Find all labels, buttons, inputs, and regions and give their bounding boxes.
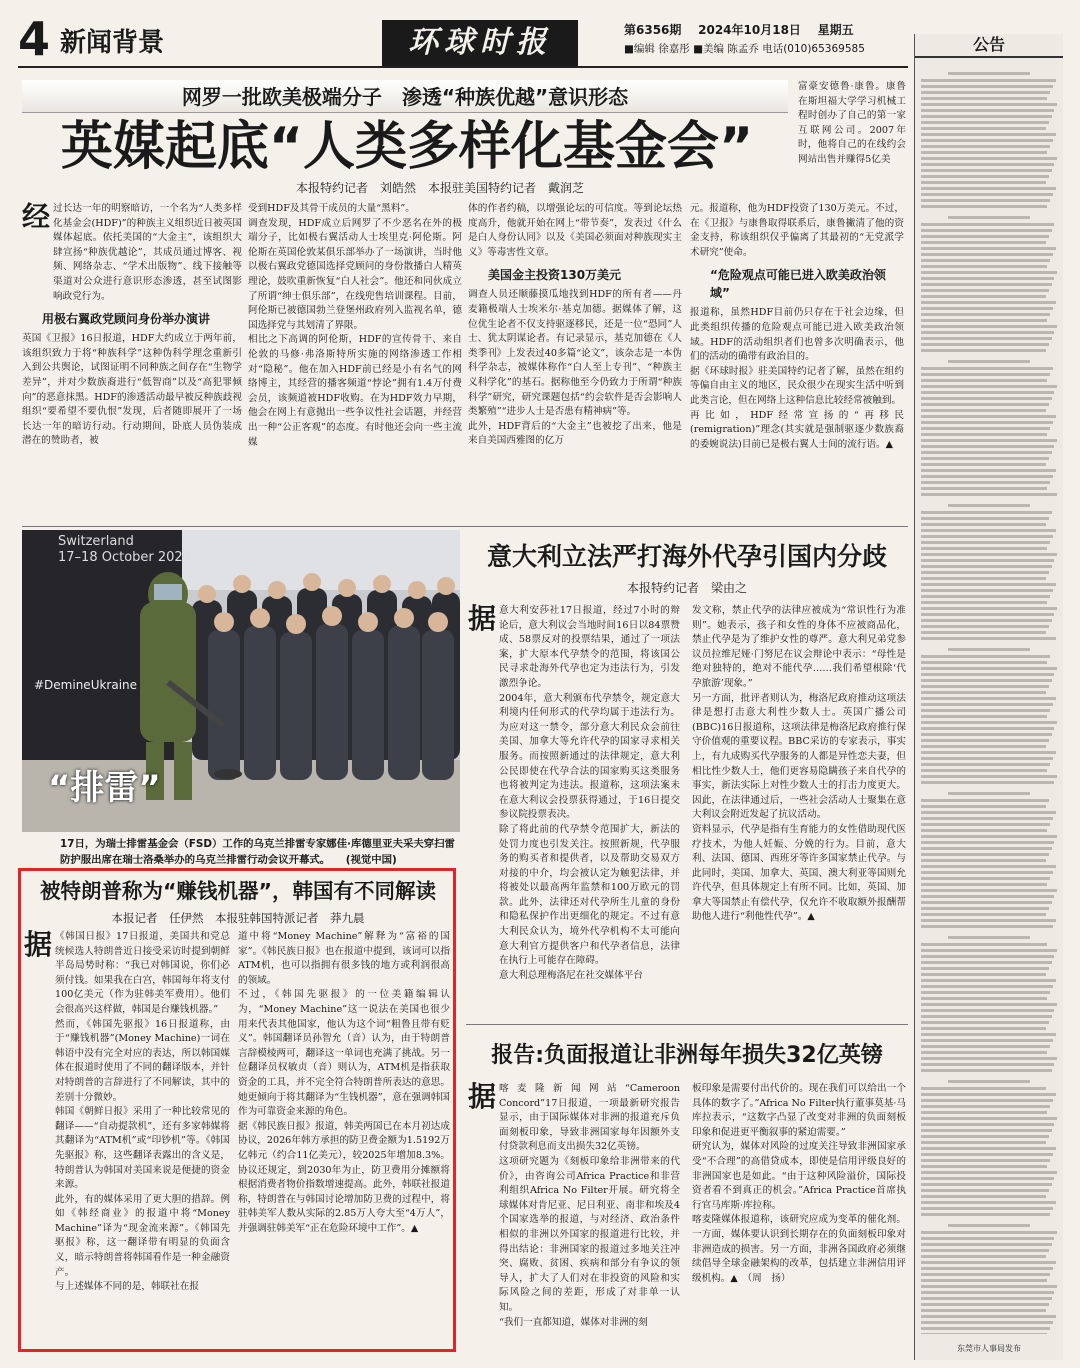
notice-text-line	[921, 373, 1050, 376]
notice-text-line	[921, 445, 1054, 448]
notice-text-line	[921, 1171, 1057, 1174]
notice-text-line	[921, 469, 1056, 472]
notice-text-line	[921, 877, 1050, 880]
notice-text-line	[921, 1051, 1047, 1054]
notice-text-line	[921, 403, 1049, 406]
notice-text-line	[921, 1111, 1047, 1114]
notice-text-line	[921, 1099, 1053, 1102]
notice-text-line	[921, 1105, 1050, 1108]
notice-text-line	[921, 1255, 1046, 1258]
article3-byline: 本报记者 任伊然 本报驻韩国特派记者 莽九晨	[111, 911, 365, 925]
notice-text-line	[921, 421, 1053, 424]
notice-text-line	[948, 72, 1030, 75]
article1-byline: 本报特约记者 刘皓然 本报驻美国特约记者 戴润芝	[295, 181, 584, 195]
notice-text-line	[921, 631, 1046, 634]
notice-text-line	[948, 792, 1030, 795]
article1-headline: 英媒起底“人类多样化基金会”	[60, 117, 754, 177]
header-rule	[18, 66, 908, 68]
notice-text-line	[921, 463, 1046, 466]
notice-text-line	[921, 97, 1047, 100]
notice-text-line	[921, 1177, 1054, 1180]
article1-subhead2: 美国金主投资130万美元	[488, 268, 622, 283]
notice-text-line	[921, 187, 1056, 190]
notice-text-line	[921, 781, 1054, 784]
photo-tag: “排雷”	[48, 768, 161, 808]
notice-text-line	[921, 535, 1053, 538]
article4-col1-body: 喀麦隆新闻网站“Cameroon Concord”17日报道，一项最新研究报告显示，由于国际媒体对非洲的报道充斥负面刻板印象，导致非洲国家每年因额外支付贷款利息而支出损失32亿英镑。 这项研究题为《刻板印象给非洲带来的代价》，由咨询公司Africa Practice和非营利组织Africa No Filter开展。研究将全球媒体对肯尼亚、尼日利亚、南非和埃及4个国家选举的报道，与对经济、政治条件相似的非洲以外国家的报道进行比较，并得出结论：非洲国家的报道过多地关注冲突、腐败、贫困、疾病和部分有争议的领导人，扩大了人们对在非投资的风险和实际风险之间的差距，形成了对非单一认知。 “我们一直都知道，媒体对非洲的刻	[499, 1083, 680, 1328]
article1-col1-intro: 过长达一年的明察暗访，一个名为“人类多样化基金会(HDF)”的种族主义组织近日被英国媒体起底。依托美国的“大金主”，该组织大肆宣扬“种族优越论”，其成员通过博客、视频、网络杂志、“学术出版物”、线下接触等渠道对公众进行意识形态渗透，甚至试图影响政党行为。	[53, 203, 242, 302]
notice-text-line	[921, 349, 1046, 352]
notice-text-line	[921, 775, 1057, 778]
notice-text-line	[921, 277, 1054, 280]
notice-text-line	[921, 829, 1047, 832]
photo-caption: 17日，为瑞士排雷基金会（FSD）工作的乌克兰排雷专家娜佳·库德里亚夫采夫穿扫雷防护服出席在瑞士洛桑举办的乌克兰排雷行动会议开幕式。 (视觉中国)	[60, 838, 455, 866]
notice-text-line	[921, 283, 1052, 286]
notice-text-line	[921, 1165, 1047, 1168]
notice-text-line	[921, 109, 1054, 112]
issue-number: 第6356期	[624, 23, 682, 37]
notice-text-line	[921, 1231, 1057, 1234]
notice-text-line	[921, 1309, 1046, 1312]
article1-kicker: 网罗一批欧美极端分子 渗透“种族优越”意识形态	[181, 85, 629, 109]
notice-text-line	[921, 943, 1047, 946]
notice-text-line	[921, 1009, 1054, 1012]
article1-col1-body: 英国《卫报》16日报道，HDF大约成立于两年前，该组织致力于将“种族科学”这种伪科学理念重新引入到公共舆论，试图证明不同种族之间存在“生物学差异”，并对少数族裔进行“低智商”以及“高犯罪倾向”的恶意抹黑。HDF的渗透活动最早被反种族歧视组织“要希望不要仇恨”发现，后者随即展开了一场长达一年的暗访行动。行动期间，卧底人员伪装成潜在的赞助者，被	[22, 333, 242, 447]
article4-col1	[468, 1082, 680, 1354]
notice-text-line	[921, 181, 1046, 184]
notice-text-line	[921, 805, 1046, 808]
article2-dropcap: 据	[468, 604, 497, 635]
notice-text-line	[948, 216, 1030, 219]
notice-text-line	[921, 529, 1056, 532]
notice-text-line	[921, 1159, 1050, 1162]
notice-text-line	[921, 715, 1047, 718]
notice-text-line	[921, 955, 1054, 958]
notice-text-line	[921, 589, 1053, 592]
notice-text-line	[921, 523, 1046, 526]
notice-text-line	[921, 739, 1049, 742]
notice-text-line	[921, 583, 1056, 586]
article1-right-intro: 富豪安德鲁·康鲁。康鲁在斯坦福大学学习机械工程时创办了自己的第一家互联网公司。2007年时，他将自己的在线约会网站出售并赚得5亿美	[798, 81, 906, 165]
notice-text-line	[921, 391, 1054, 394]
notice-text-line	[921, 751, 1056, 754]
notice-text-line	[921, 133, 1056, 136]
notice-text-line	[921, 607, 1057, 610]
notice-text-line	[921, 1093, 1056, 1096]
notice-text-line	[921, 661, 1047, 664]
notice-text-line	[921, 901, 1052, 904]
notice-text-line	[921, 493, 1057, 496]
notice-text-line	[921, 307, 1053, 310]
notice-text-line	[921, 1207, 1053, 1210]
article2-col1	[468, 604, 680, 1014]
section-title: 新闻背景	[60, 28, 165, 58]
article1-subhead3: “危险观点可能已进入欧美政治领域”	[710, 268, 886, 301]
notice-text-line	[921, 853, 1049, 856]
notice-text-line	[921, 1183, 1052, 1186]
notice-text-line	[948, 504, 1030, 507]
notice-text-line	[921, 991, 1050, 994]
notice-text-line	[921, 565, 1052, 568]
notice-text-line	[921, 325, 1057, 328]
notice-text-line	[921, 397, 1052, 400]
notice-text-line	[921, 1273, 1050, 1276]
article3-col1-body: 《韩国日报》17日报道，美国共和党总统候选人特朗普近日接受采访时提到朝鲜半岛局势时称：“我已对韩国说，你们必须付钱。如果我在白宫，韩国每年将支付100亿美元（作为驻韩美军费用）。他们会很高兴这样做，韩国是台赚钱机器。” 然而，《韩国先驱报》16日报道称，由于“赚钱机器”(Money Machine)一词在韩语中没有完全对应的表达，所以韩国媒体在报道时使用了不同的翻译版本，并针对特朗普的言辞进行了不同解读，其中的差别十分微妙。 韩国《朝鲜日报》采用了一种比较常见的翻译——“自动提款机”，还有多家韩媒将其翻译为“ATM机”或“印钞机”等。《韩国先驱报》称，这些翻译表露出的含义是，特朗普认为韩国对美国来说是便捷的资金来源。 此外，有的媒体采用了更大胆的措辞。例如《韩经商业》的报道中将“Money Machine”译为“现金流来源”。《韩国先驱报》称，这一翻译带有明显的负面含义，暗示特朗普将韩国看作是一种金融资产。 与上述媒体不同的是，韩联社在报	[55, 931, 230, 1293]
article1-col2: 受到HDF及其骨干成员的大量“黑料”。 调查发现，HDF成立后网罗了不少恶名在外的极端分子，比如极右翼活动人士埃里克·阿伦斯。阿伦斯在英国伦敦某俱乐部举办了一场演讲，当时他以极右翼政党德国选择党顾问的身份散播白人精英理论，鼓吹重新恢复“白人社会”。他还和同伙成立了所谓“绅士俱乐部”，在线兜售培训课程。目前，阿伦斯已被德国勃兰登堡州政府列入监视名单，德国选择党与其划清了界限。 相比之下高调的阿伦斯，HDF的宣传骨干、来自伦敦的马修·弗洛斯特所实施的网络渗透工作相对“隐秘”。他在加入HDF前已经是小有名气的网络博主，其经营的播客频道“悖论”拥有1.4万付费会员，该频道被HDF收购。在为HDF效力早期，他会在网上有意抛出一些争议性社会话题，并经营出一种“公正客观”的态度。有时他还会向一些主流媒	[248, 203, 462, 448]
notice-text-line	[921, 379, 1047, 382]
notice-text-line	[921, 1201, 1056, 1204]
notice-text-line	[921, 1135, 1049, 1138]
notice-text-line	[921, 175, 1049, 178]
article2-byline: 本报特约记者 梁由之	[626, 581, 747, 595]
issue-date: 2024年10月18日	[698, 23, 801, 37]
notices-column	[914, 34, 1063, 1360]
article1-col1	[22, 202, 242, 520]
notice-text-line	[921, 835, 1057, 838]
notice-text-line	[921, 271, 1057, 274]
notice-text-line	[921, 673, 1054, 676]
notice-text-line	[921, 979, 1056, 982]
notice-text-line	[921, 265, 1047, 268]
notice-text-line	[921, 679, 1052, 682]
notice-text-line	[921, 685, 1049, 688]
issue-info	[624, 22, 854, 38]
notice-text-line	[921, 865, 1056, 868]
notice-text-line	[921, 961, 1052, 964]
notice-text-line	[921, 883, 1047, 886]
notice-text-line	[921, 79, 1056, 82]
notice-text-line	[921, 91, 1050, 94]
notice-text-line	[921, 1291, 1054, 1294]
article1-col4-body: 元。报道称，他为HDF投资了130万美元。不过，在《卫报》与康鲁取得联系后，康鲁撇清了他的资金支持，称该组织仅乎偏离了其最初的“无党派学术研究”使命。	[690, 203, 904, 258]
notice-text-line	[921, 517, 1049, 520]
notice-text-line	[921, 967, 1049, 970]
notice-text-line	[921, 1069, 1052, 1072]
notice-text-line	[921, 289, 1049, 292]
notice-text-line	[921, 103, 1057, 106]
notice-text-line	[921, 1147, 1056, 1150]
notices-body	[915, 58, 1063, 1334]
notice-text-line	[921, 889, 1057, 892]
notice-text-line	[921, 691, 1046, 694]
notice-text-line	[921, 1015, 1052, 1018]
notice-text-line	[921, 205, 1047, 208]
notice-text-line	[921, 1195, 1046, 1198]
notice-text-line	[921, 577, 1046, 580]
notice-text-line	[921, 541, 1050, 544]
notice-text-line	[921, 85, 1053, 88]
notice-text-line	[921, 985, 1053, 988]
notice-text-line	[921, 235, 1049, 238]
notice-text-line	[921, 367, 1053, 370]
notice-text-line	[921, 337, 1052, 340]
notice-text-line	[921, 169, 1052, 172]
notice-text-line	[921, 907, 1049, 910]
notice-text-line	[921, 553, 1057, 556]
notice-text-line	[921, 1261, 1056, 1264]
article2-col2: 发文称，禁止代孕的法律应被成为“常识性行为准则”。她表示，孩子和女性的身体不应被商品化，禁止代孕是为了维护女性的尊严。意大利兄弟党参议员拉维尼娅·门努尼在议会辩论中表示：“母性是绝对独特的，绝对不能代孕……我们希望根除‘代孕旅游’现象。” 另一方面，批评者则认为，梅洛尼政府推动这项法律是想打击意大利性少数人士。英国广播公司(BBC)16日报道称，这项法律是梅洛尼政府推行保守价值观的重要议程。BBC采访的专家表示，事实上，有九成购买代孕服务的人都是异性恋夫妻，但相比性少数人士，他们更容易隐瞒孩子来自代孕的事实，新法实际上对性少数人士的打击力度更大。因此，在法律通过后，一些社会活动人士聚集在意大利议会附近发起了抗议活动。 资料显示，代孕是指有生育能力的女性借助现代医疗技术，为他人妊娠、分娩的行为。目前，意大利、法国、德国、西班牙等许多国家禁止代孕。与此同时，美国、加拿大、英国、澳大利亚等国则允许代孕，但具体规定上有所不同。比如，英国、加拿大等国禁止有偿代孕，仅允许不收取额外报酬帮助他人进行“利他性代孕”。▲	[692, 605, 906, 923]
notice-text-line	[921, 1027, 1046, 1030]
article4-headline: 报告:负面报道让非洲每年损失32亿英镑	[491, 1043, 883, 1068]
notice-text-line	[921, 427, 1050, 430]
notice-text-line	[921, 709, 1050, 712]
notice-text-line	[921, 1327, 1050, 1330]
notice-text-line	[921, 925, 1053, 928]
notice-text-line	[921, 571, 1049, 574]
notice-text-line	[921, 697, 1056, 700]
notice-text-line	[921, 547, 1047, 550]
notice-text-line	[921, 847, 1052, 850]
notice-text-line	[921, 601, 1047, 604]
notice-text-line	[921, 1141, 1046, 1144]
notice-text-line	[921, 769, 1047, 772]
notice-text-line	[948, 936, 1030, 939]
notice-text-line	[921, 871, 1053, 874]
notice-text-line	[921, 859, 1046, 862]
article1-subhead1: 用极右翼政党顾问身份举办演讲	[42, 312, 211, 327]
notice-text-line	[921, 157, 1057, 160]
article3-dropcap: 据	[24, 930, 53, 961]
notice-text-line	[921, 1087, 1046, 1090]
notice-text-line	[921, 343, 1049, 346]
masthead-title: 环球时报	[408, 25, 552, 60]
notice-text-line	[921, 1153, 1053, 1156]
notice-text-line	[921, 121, 1049, 124]
notice-text-line	[921, 229, 1052, 232]
notice-text-line	[921, 1315, 1056, 1318]
notice-text-line	[921, 241, 1046, 244]
notice-text-line	[921, 475, 1053, 478]
notice-text-line	[921, 895, 1054, 898]
article1-col4-body2: 报道称，虽然HDF目前仍只存在于社会边缘，但此类组织传播的危险观点可能已进入欧美政治领域。HDF的活动组织者们也曾多次明确表示，他们的活动的确带有政治目的。 据《环球时报》驻美国特约记者了解，虽然在组约等偏自由主义的地区，民众很少在现实生活中听到此类言论，但在网络上这种信息比较经常被触到。 再比如，HDF经常宣扬的“再移民(remigration)”理念(其实就是强制驱逐少数族裔的委婉说法)目前已是极右翼人士间的流行语。▲	[690, 307, 904, 450]
notice-text-line	[921, 319, 1047, 322]
notice-text-line	[921, 301, 1056, 304]
notice-text-line	[921, 295, 1046, 298]
notices-title: 公告	[915, 34, 1063, 58]
notice-text-line	[948, 1224, 1030, 1227]
notice-text-line	[921, 1213, 1050, 1216]
article1-col4	[690, 202, 904, 520]
article2-headline: 意大利立法严打海外代孕引国内分歧	[486, 542, 887, 571]
notice-text-line	[921, 415, 1056, 418]
notice-text-line	[921, 199, 1050, 202]
notice-text-line	[921, 841, 1054, 844]
article3-col1	[24, 930, 230, 1346]
notice-text-line	[948, 1080, 1030, 1083]
page-number: 4	[18, 12, 51, 66]
notice-text-line	[921, 487, 1047, 490]
notice-text-line	[921, 1063, 1054, 1066]
notice-text-line	[921, 1033, 1056, 1036]
notice-text-line	[921, 1249, 1049, 1252]
article1-dropcap: 经	[22, 202, 51, 233]
notice-text-line	[921, 1333, 1047, 1334]
notice-text-line	[921, 745, 1046, 748]
notice-text-line	[921, 1303, 1049, 1306]
article4-dropcap: 据	[468, 1082, 497, 1113]
notice-text-line	[921, 1123, 1054, 1126]
notices-footer: 东莞市人事局发布	[957, 1344, 1021, 1353]
notice-text-line	[921, 1297, 1052, 1300]
notice-text-line	[948, 648, 1030, 651]
notice-text-line	[921, 1117, 1057, 1120]
notice-text-line	[921, 1189, 1049, 1192]
notice-text-line	[921, 757, 1053, 760]
notice-text-line	[921, 511, 1052, 514]
notice-text-line	[948, 360, 1030, 363]
notice-text-line	[921, 613, 1054, 616]
notice-text-line	[921, 139, 1053, 142]
notice-text-line	[921, 1243, 1052, 1246]
photo	[22, 530, 460, 832]
notice-text-line	[921, 667, 1057, 670]
notice-text-line	[921, 619, 1052, 622]
notice-text-line	[921, 451, 1052, 454]
notice-text-line	[921, 559, 1054, 562]
article3-headline: 被特朗普称为“赚钱机器”，韩国有不同解读	[40, 879, 436, 903]
notice-text-line	[921, 637, 1056, 640]
article2-col1-body: 意大利安莎社17日报道，经过7小时的辩论后，意大利议会当地时间16日以84票赞成、58票反对的投票结果，通过了一项法案，扩大原本代孕禁令的范围，将该国公民寻求赴海外代孕也定为违法行为，引发激烈争论。 2004年，意大利颁布代孕禁令，规定意大利境内任何形式的代孕均属于违法行为。为应对这一禁令，部分意大利民众会前往美国、加拿大等允许代孕的国家寻求相关服务。而按照新通过的法律规定，意大利公民即使在代孕合法的国家购买这类服务也将被判定为违法。报道称，这项法案未在意大利议会投票获得通过，于16日提交参议院投票表决。 除了将此前的代孕禁令范围扩大，新法的处罚力度也引发关注。按照新规，代孕服务的购买者和提供者，以及帮助交易双方对接的中介，均会被认定为触犯法律，并将被处以最高两年监禁和100万欧元的罚款。此外，法律还对代孕所生儿童的身份和隐私保护作出更细化的规定。不过有意大利民众认为，境外代孕机构不太可能向意大利官方提供客户和代孕者信息，法律在执行上可能存在障碍。 意大利总理梅洛尼在社交媒体平台	[499, 605, 680, 981]
notice-text-line	[921, 1279, 1047, 1282]
photo-sign-text: #DemineUkraine	[34, 678, 138, 692]
notice-text-line	[921, 655, 1050, 658]
notice-text-line	[921, 385, 1057, 388]
notice-text-line	[921, 595, 1050, 598]
notice-text-line	[921, 259, 1050, 262]
article4-col2: 板印象是需要付出代价的。现在我们可以给出一个具体的数字了。”Africa No Filter执行董事莫基·马库拉表示，“这数字凸显了改变对非洲的负面刻板印象和促进更平衡叙事的紧迫需要。” 研究认为，媒体对风险的过度关注导致非洲国家承受“不合理”的高借贷成本，即使是信用评级良好的非洲国家也是如此。“由于这种风险溢价，国际投资者看不到真正的机会。”Africa Practice首席执行官马库斯·库拉称。 喀麦隆媒体报道称，该研究应成为变革的催化剂。一方面，媒体要认识到长期存在的负面刻板印象对非洲造成的损害。另一方面，非洲各国政府必须继续倡导全球金融架构的改革，包括建立非洲信用评级机构。▲ （周 扬）	[692, 1083, 906, 1284]
notice-text-line	[921, 1285, 1057, 1288]
article1-divider	[22, 526, 908, 527]
notice-text-line	[921, 247, 1056, 250]
notice-text-line	[921, 151, 1047, 154]
notice-text-line	[921, 733, 1052, 736]
article1-col3	[468, 202, 682, 520]
notice-text-line	[921, 163, 1054, 166]
notice-text-line	[921, 145, 1050, 148]
notice-text-line	[921, 799, 1049, 802]
staff-line: ■编辑 徐嘉彤 ■美编 陈孟乔 电话(010)65369585	[624, 43, 865, 55]
article3-col2: 道中将“Money Machine”解释为“富裕的国家”。《韩民族日报》也在报道中提到，该词可以指ATM机，也可以指拥有很多钱的地方或利润很高的领域。 不过，《韩国先驱报》的一位美籍编辑认为，“Money Machine”这一说法在美国也很少用来代表其他国家，他认为这个词“粗鲁且带有贬义”。韩国翻译员孙智允（音）认为，由于特朗普言辞模棱两可，翻译这一单词也充满了挑战。另一位翻译员权敏贞（音）则认为，ATM机是指获取资金的工具，并不完全符合特朗普所表达的意思。她更倾向于将其翻译为“生钱机器”，意在强调韩国作为可靠资金来源的角色。 据《韩民族日报》报道，韩美两国已在本月初达成协议，2026年韩方承担的防卫费金额为1.5192万亿韩元（约合11亿美元），较2025年增加8.3%。协议还规定，到2030年为止，防卫费用分摊额将根据消费者物价指数增速提高。此外，韩联社报道称，特朗普在与韩国讨论增加防卫费的过程中，将驻韩美军人数从实际的2.85万人夸大至“4万人”，并强调驻韩美军“正在危险环境中工作”。▲	[238, 931, 450, 1234]
article1-col3-body: 体的作者约稿，以增强论坛的可信度。等到论坛热度高升，他就开始在网上“带节奏”，发表过《什么是白人身份认同》以及《美国必须面对种族现实主义》等毒害性文章。	[468, 203, 682, 258]
notice-text-line	[921, 1267, 1053, 1270]
notice-text-line	[921, 481, 1050, 484]
article2-divider	[466, 1024, 908, 1025]
notice-text-line	[921, 1039, 1053, 1042]
notice-text-line	[921, 763, 1050, 766]
notice-text-line	[921, 997, 1047, 1000]
notice-text-line	[921, 823, 1050, 826]
notice-text-line	[921, 625, 1049, 628]
notice-text-line	[921, 1237, 1054, 1240]
notice-text-line	[921, 913, 1046, 916]
notice-text-line	[921, 115, 1052, 118]
notice-text-line	[921, 457, 1049, 460]
notice-text-line	[921, 727, 1054, 730]
notice-text-line	[921, 331, 1054, 334]
notice-text-line	[921, 1045, 1050, 1048]
notice-text-line	[921, 313, 1050, 316]
notice-text-line	[921, 1021, 1049, 1024]
notice-text-line	[921, 433, 1047, 436]
notice-text-line	[921, 1003, 1057, 1006]
notice-text-line	[921, 193, 1053, 196]
notice-text-line	[921, 973, 1046, 976]
notice-text-line	[921, 253, 1053, 256]
article1-col3-body2: 调查人员还顺藤摸瓜地找到HDF的所有者——丹麦籍极端人士埃米尔·基克加德。据媒体了解，这位优生论者不仅支持驱逐移民，还是一位“恐同”人士、犹太阴谋论者。有记录显示，基克加德在《人类季刊》上发表过40多篇“论文”，该杂志是一本伪科学杂志，被媒体称作“白人至上专刊”、“种族主义科学化”的基石。据称他至今仍致力于所谓“种族科学”研究，研究课题包括“约会软件是否会影响人类繁殖”“进步人士是否患有精神病”等。 此外，HDF背后的“大金主”也被挖了出来，他是来自美国西雅图的亿万	[468, 289, 682, 447]
notice-text-line	[921, 811, 1056, 814]
photo-banner-text: Switzerland 17–18 October 2024	[58, 534, 191, 565]
notice-text-line	[921, 721, 1057, 724]
notice-text-line	[921, 919, 1056, 922]
notice-text-line	[921, 949, 1057, 952]
notice-text-line	[921, 127, 1046, 130]
notice-text-line	[921, 703, 1053, 706]
notice-text-line	[921, 439, 1057, 442]
notice-text-line	[921, 1321, 1053, 1324]
notice-text-line	[921, 1057, 1057, 1060]
notice-text-line	[921, 223, 1054, 226]
notice-text-line	[921, 409, 1046, 412]
notice-text-line	[921, 1129, 1052, 1132]
notice-text-line	[921, 817, 1053, 820]
issue-weekday: 星期五	[817, 23, 854, 37]
